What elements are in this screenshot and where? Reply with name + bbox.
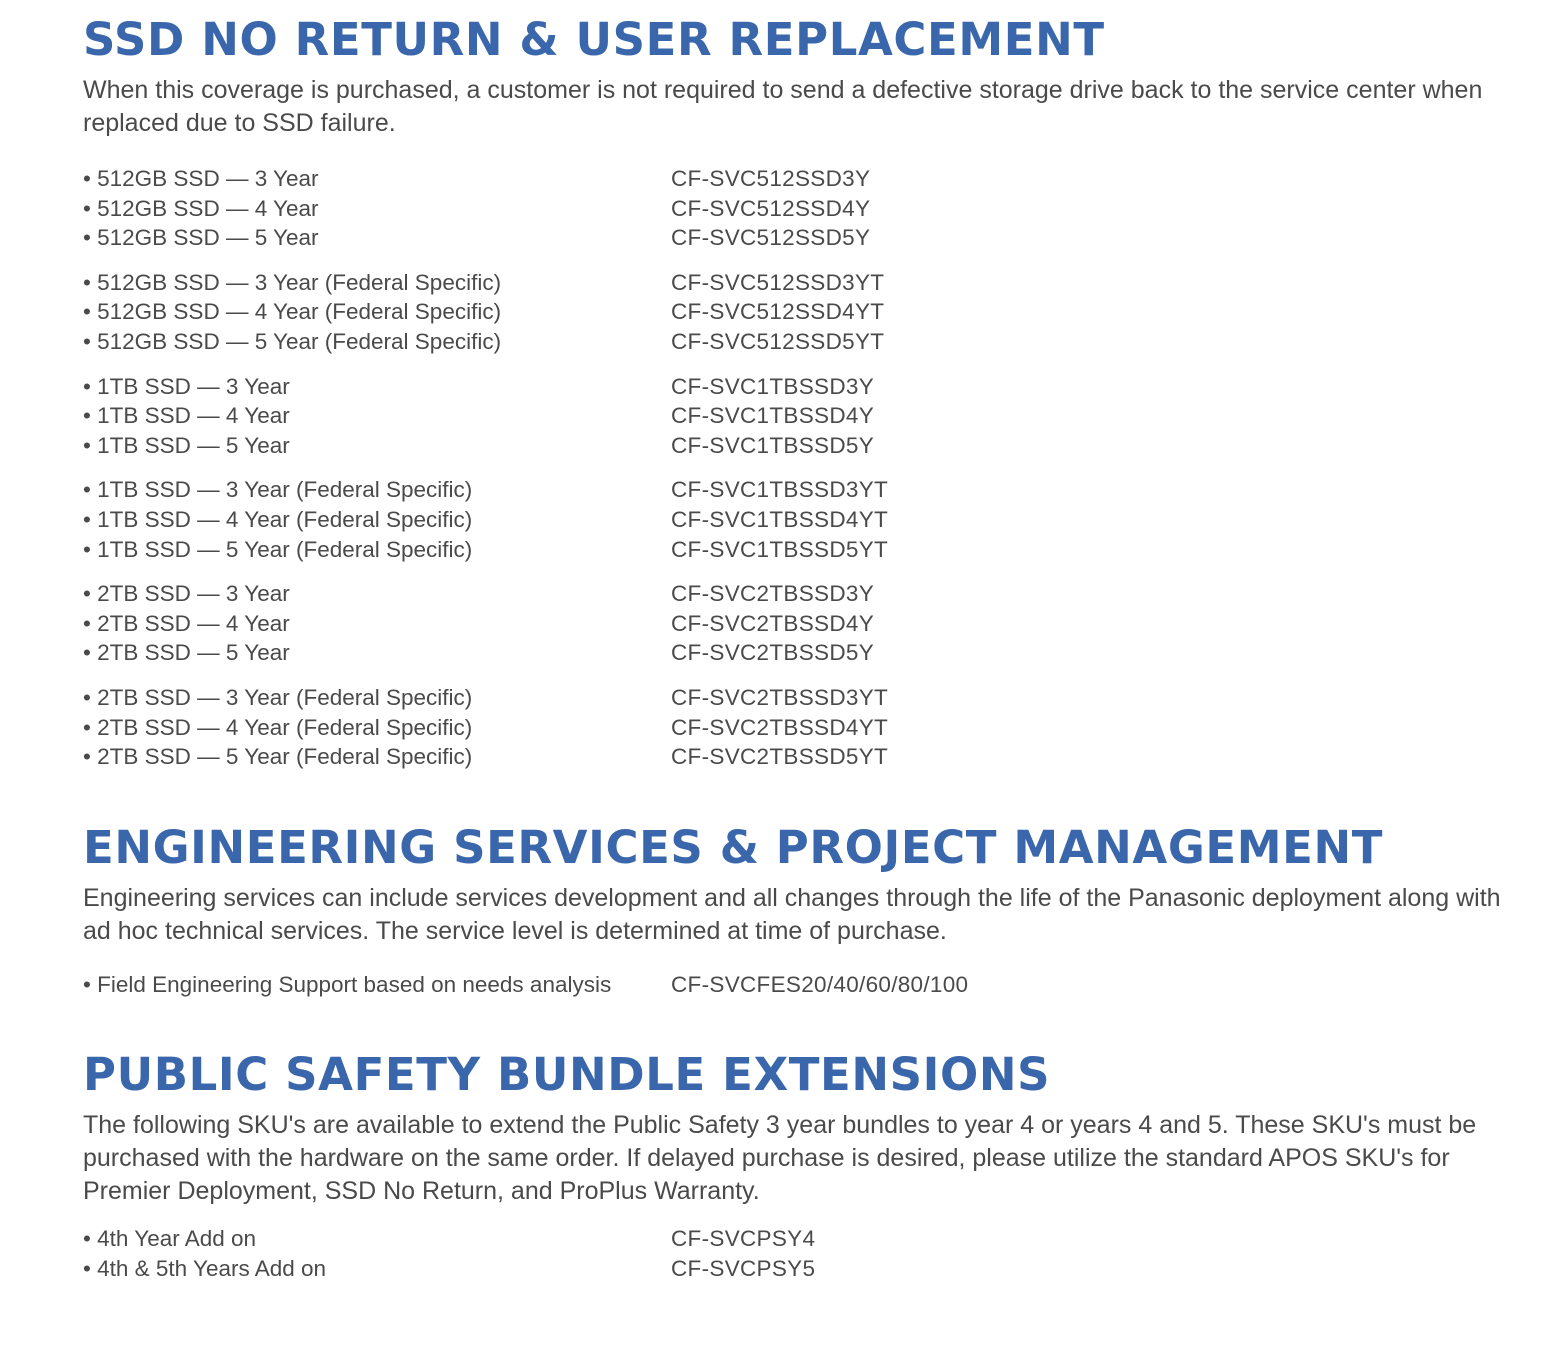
item-sku: CF-SVC2TBSSD3YT bbox=[671, 684, 889, 710]
item-sku: CF-SVC2TBSSD5YT bbox=[671, 744, 889, 770]
list-item bbox=[83, 475, 1523, 505]
list-item bbox=[83, 505, 1523, 535]
sku-group bbox=[83, 683, 1523, 772]
item-label: • 2TB SSD — 4 Year bbox=[83, 610, 290, 636]
sku-group bbox=[83, 970, 1523, 1000]
item-label: • 2TB SSD — 3 Year bbox=[83, 581, 290, 607]
sku-group bbox=[83, 372, 1523, 461]
item-label: • 512GB SSD — 4 Year (Federal Specific) bbox=[83, 299, 502, 325]
section-public-safety-bundle bbox=[83, 1047, 1523, 1298]
item-sku: CF-SVC1TBSSD5YT bbox=[671, 536, 889, 562]
sku-group bbox=[83, 475, 1523, 564]
sku-list bbox=[83, 970, 1523, 1000]
item-sku: CF-SVCPSY5 bbox=[671, 1255, 816, 1281]
item-label: • 1TB SSD — 5 Year bbox=[83, 432, 290, 458]
list-item bbox=[83, 164, 1523, 194]
item-label: • 4th Year Add on bbox=[83, 1226, 257, 1251]
section-intro: The following SKU's are available to extend the Public Safety 3 year bundles to year 4 or years 4 and 5. These SKU's must be purchased with the hardware on the same order. If delayed purchase is desired, please utilize the standard APOS SKU's for Premier Deployment, SSD No Return, and ProPlus Warranty. bbox=[83, 1111, 1477, 1205]
item-label: • 2TB SSD — 5 Year bbox=[83, 640, 290, 666]
list-item bbox=[83, 268, 1523, 298]
item-label: • 512GB SSD — 5 Year (Federal Specific) bbox=[83, 328, 502, 354]
list-item bbox=[83, 223, 1523, 253]
list-item bbox=[83, 372, 1523, 402]
item-label: • 2TB SSD — 5 Year (Federal Specific) bbox=[83, 744, 473, 770]
item-sku: CF-SVC1TBSSD5Y bbox=[671, 432, 874, 458]
item-sku: CF-SVC512SSD4Y bbox=[671, 195, 871, 221]
item-label: • 512GB SSD — 4 Year bbox=[83, 195, 319, 221]
list-item bbox=[83, 431, 1523, 461]
item-sku: CF-SVCPSY4 bbox=[671, 1226, 816, 1251]
sku-list bbox=[83, 164, 1523, 772]
list-item bbox=[83, 638, 1523, 668]
sku-list bbox=[83, 1224, 1523, 1283]
item-sku: CF-SVCFES20/40/60/80/100 bbox=[671, 972, 969, 997]
item-sku: CF-SVC1TBSSD3Y bbox=[671, 373, 874, 399]
item-label: • 512GB SSD — 3 Year (Federal Specific) bbox=[83, 269, 502, 295]
item-label: • 1TB SSD — 5 Year (Federal Specific) bbox=[83, 536, 473, 562]
list-item bbox=[83, 194, 1523, 224]
item-sku: CF-SVC2TBSSD4YT bbox=[671, 714, 889, 740]
sku-group bbox=[83, 1224, 1523, 1283]
section-title: ENGINEERING SERVICES & PROJECT MANAGEMENT bbox=[83, 821, 1384, 874]
section-intro: Engineering services can include services development and all changes through the life of the Panasonic deployment along with ad hoc technical services. The service level is determined at time of purchase. bbox=[83, 884, 1501, 945]
list-item bbox=[83, 579, 1523, 609]
section-title: PUBLIC SAFETY BUNDLE EXTENSIONS bbox=[83, 1048, 1051, 1101]
section-intro: When this coverage is purchased, a customer is not required to send a defective storage drive back to the service center when replaced due to SSD failure. bbox=[83, 76, 1483, 137]
item-sku: CF-SVC512SSD3Y bbox=[671, 166, 871, 191]
item-label: • 2TB SSD — 4 Year (Federal Specific) bbox=[83, 714, 473, 740]
list-item bbox=[83, 713, 1523, 743]
item-sku: CF-SVC512SSD4YT bbox=[671, 299, 885, 325]
item-label: • 512GB SSD — 3 Year bbox=[83, 166, 319, 191]
list-item bbox=[83, 401, 1523, 431]
item-sku: CF-SVC2TBSSD4Y bbox=[671, 610, 874, 636]
sku-group bbox=[83, 164, 1523, 253]
item-label: • 1TB SSD — 4 Year (Federal Specific) bbox=[83, 506, 473, 532]
item-sku: CF-SVC1TBSSD4Y bbox=[671, 403, 874, 429]
item-sku: CF-SVC512SSD5YT bbox=[671, 328, 885, 354]
sku-group bbox=[83, 579, 1523, 668]
item-label: • 2TB SSD — 3 Year (Federal Specific) bbox=[83, 684, 473, 710]
item-label: • 1TB SSD — 3 Year (Federal Specific) bbox=[83, 477, 473, 503]
item-label: • 512GB SSD — 5 Year bbox=[83, 225, 319, 251]
item-label: • 4th & 5th Years Add on bbox=[83, 1255, 327, 1281]
list-item bbox=[83, 1224, 1523, 1254]
item-sku: CF-SVC2TBSSD5Y bbox=[671, 640, 874, 666]
section-engineering-services bbox=[83, 820, 1523, 1015]
list-item bbox=[83, 297, 1523, 327]
list-item bbox=[83, 609, 1523, 639]
item-sku: CF-SVC1TBSSD4YT bbox=[671, 506, 889, 532]
item-sku: CF-SVC512SSD3YT bbox=[671, 269, 885, 295]
sku-group bbox=[83, 268, 1523, 357]
list-item bbox=[83, 327, 1523, 357]
section-ssd-no-return bbox=[83, 12, 1523, 787]
item-sku: CF-SVC2TBSSD3Y bbox=[671, 581, 874, 607]
item-label: • 1TB SSD — 3 Year bbox=[83, 373, 290, 399]
list-item bbox=[83, 742, 1523, 772]
section-title: SSD NO RETURN & USER REPLACEMENT bbox=[83, 13, 1105, 66]
item-sku: CF-SVC1TBSSD3YT bbox=[671, 477, 889, 503]
list-item bbox=[83, 1254, 1523, 1284]
list-item bbox=[83, 683, 1523, 713]
item-sku: CF-SVC512SSD5Y bbox=[671, 225, 871, 251]
list-item bbox=[83, 970, 1523, 1000]
item-label: • Field Engineering Support based on needs analysis bbox=[83, 972, 612, 997]
list-item bbox=[83, 535, 1523, 565]
item-label: • 1TB SSD — 4 Year bbox=[83, 403, 290, 429]
